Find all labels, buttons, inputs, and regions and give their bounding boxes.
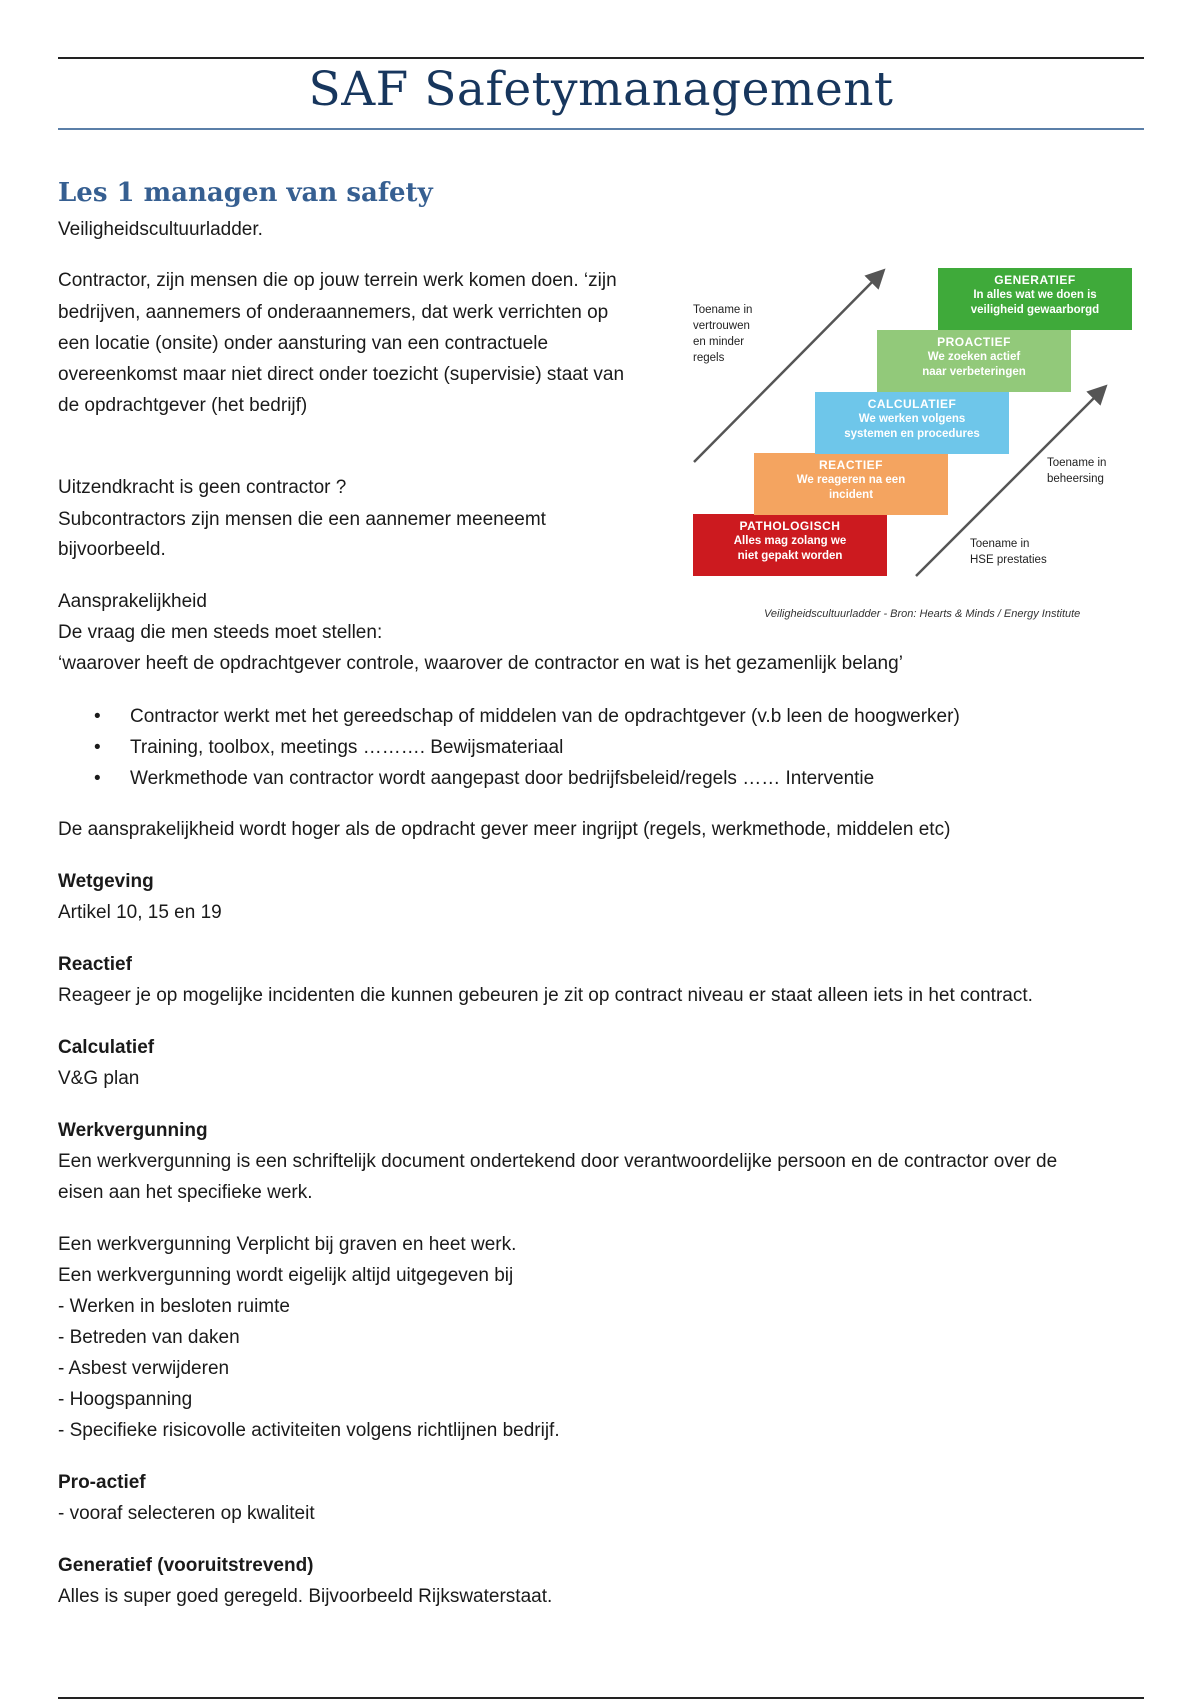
werkvergunning-text: eisen aan het specifieke werk. — [58, 1182, 313, 1203]
hse-label — [970, 536, 1047, 568]
step-text: systemen en procedures — [844, 428, 980, 440]
document-title: SAF Safetymanagement — [308, 62, 894, 117]
uitzend-text: Uitzendkracht is geen contractor ? — [58, 477, 347, 498]
werk-item: - Werken in besloten ruimte — [58, 1296, 290, 1317]
contractor-line: overeenkomst maar niet direct onder toezicht (supervisie) staat van — [58, 364, 625, 385]
contractor-line: bedrijven, aannemers of onderaannemers, dat werk verrichten op — [58, 302, 609, 323]
werkvergunning-text: Een werkvergunning is een schriftelijk document ondertekend door verantwoordelijke persoon en de contractor over de — [58, 1151, 1058, 1172]
bullet-icon: • — [94, 706, 101, 727]
step-text: veiligheid gewaarborgd — [970, 304, 1100, 316]
vraag-text: De vraag die men steeds moet stellen: — [58, 622, 383, 643]
subcontractors-text: bijvoorbeeld. — [58, 539, 166, 560]
section-heading: Les 1 managen van safety — [58, 178, 433, 208]
step-text: naar verbeteringen — [922, 366, 1026, 378]
label-line: regels — [693, 352, 725, 364]
top-rule — [58, 57, 1144, 59]
step-calculatief — [815, 392, 1009, 454]
contractor-line: de opdrachtgever (het bedrijf) — [58, 395, 308, 416]
step-name: REACTIEF — [819, 458, 883, 472]
reactief-text: Reageer je op mogelijke incidenten die kunnen gebeuren je zit op contract niveau er staat alleen iets in het contract. — [58, 985, 1033, 1006]
control-label — [1047, 455, 1106, 487]
step-name: PATHOLOGISCH — [739, 519, 841, 533]
label-line: Toename in — [1047, 457, 1107, 469]
bullet-text: Training, toolbox, meetings ………. Bewijsmateriaal — [130, 737, 564, 758]
contractor-line: een locatie (onsite) onder aansturing van een contractuele — [58, 333, 549, 354]
label-line: Toename in — [693, 304, 753, 316]
label-line: vertrouwen — [693, 320, 750, 332]
list-item — [58, 763, 960, 794]
step-text: Alles mag zolang we — [733, 535, 847, 547]
figure-caption: Veiligheidscultuurladder - Bron: Hearts & Minds / Energy Institute — [764, 608, 1081, 620]
label-line: en minder — [693, 336, 745, 348]
step-generatief — [938, 268, 1132, 330]
step-reactief — [754, 453, 948, 515]
werk-item: - Specifieke risicovolle activiteiten volgens richtlijnen bedrijf. — [58, 1420, 560, 1441]
step-name: PROACTIEF — [937, 335, 1011, 349]
proactief-text: - vooraf selecteren op kwaliteit — [58, 1503, 315, 1524]
list-item — [58, 701, 960, 732]
bullet-icon: • — [94, 768, 101, 789]
aansprakelijkheid-hoger: De aansprakelijkheid wordt hoger als de opdracht gever meer ingrijpt (regels, werkmethode, middelen etc) — [58, 819, 951, 840]
aansprakelijkheid-label: Aansprakelijkheid — [58, 591, 207, 612]
werk-item: - Betreden van daken — [58, 1327, 240, 1348]
step-text: We reageren na een — [796, 474, 906, 486]
step-text: We zoeken actief — [927, 351, 1021, 363]
step-text: niet gepakt worden — [737, 550, 843, 562]
step-text: incident — [828, 489, 874, 501]
proactief-heading: Pro-actief — [58, 1472, 146, 1493]
reactief-heading: Reactief — [58, 954, 132, 975]
calculatief-heading: Calculatief — [58, 1037, 155, 1058]
bullet-icon: • — [94, 737, 101, 758]
calculatief-text: V&G plan — [58, 1068, 140, 1089]
step-pathologisch — [693, 514, 887, 576]
werk-item: - Hoogspanning — [58, 1389, 193, 1410]
wetgeving-heading: Wetgeving — [58, 871, 154, 892]
trust-label — [693, 302, 752, 366]
step-name: GENERATIEF — [994, 273, 1076, 287]
verplicht-text: Een werkvergunning Verplicht bij graven en heet werk. — [58, 1234, 517, 1255]
werkvergunning-heading: Werkvergunning — [58, 1120, 208, 1141]
label-line: Toename in — [970, 538, 1030, 550]
generatief-heading: Generatief (vooruitstrevend) — [58, 1555, 314, 1576]
subcontractors-text: Subcontractors zijn mensen die een aannemer meeneemt — [58, 509, 546, 530]
bullet-text: Werkmethode van contractor wordt aangepast door bedrijfsbeleid/regels …… Interventie — [130, 768, 875, 789]
label-line: HSE prestaties — [970, 554, 1047, 566]
quote-text: ‘waarover heeft de opdrachtgever controle, waarover de contractor en wat is het gezamenlijk belang’ — [58, 653, 903, 674]
generatief-text: Alles is super goed geregeld. Bijvoorbeeld Rijkswaterstaat. — [58, 1586, 553, 1607]
subtitle: Veiligheidscultuurladder. — [58, 219, 263, 240]
bullet-text: Contractor werkt met het gereedschap of middelen van de opdrachtgever (v.b leen de hoogwerker) — [130, 706, 960, 727]
title-underline — [58, 128, 1144, 130]
contractor-line: Contractor, zijn mensen die op jouw terrein werk komen doen. ‘zijn — [58, 270, 617, 291]
bottom-rule — [58, 1697, 1144, 1699]
uitgegeven-text: Een werkvergunning wordt eigelijk altijd uitgegeven bij — [58, 1265, 514, 1286]
step-text: In alles wat we doen is — [973, 289, 1097, 301]
werk-item: - Asbest verwijderen — [58, 1358, 230, 1379]
label-line: beheersing — [1047, 473, 1104, 485]
step-proactief — [877, 330, 1071, 392]
list-item — [58, 732, 960, 763]
step-name: CALCULATIEF — [867, 397, 957, 411]
bullet-list — [58, 701, 960, 794]
step-text: We werken volgens — [858, 413, 966, 425]
wetgeving-text: Artikel 10, 15 en 19 — [58, 902, 222, 923]
culture-ladder-figure — [690, 262, 1140, 622]
